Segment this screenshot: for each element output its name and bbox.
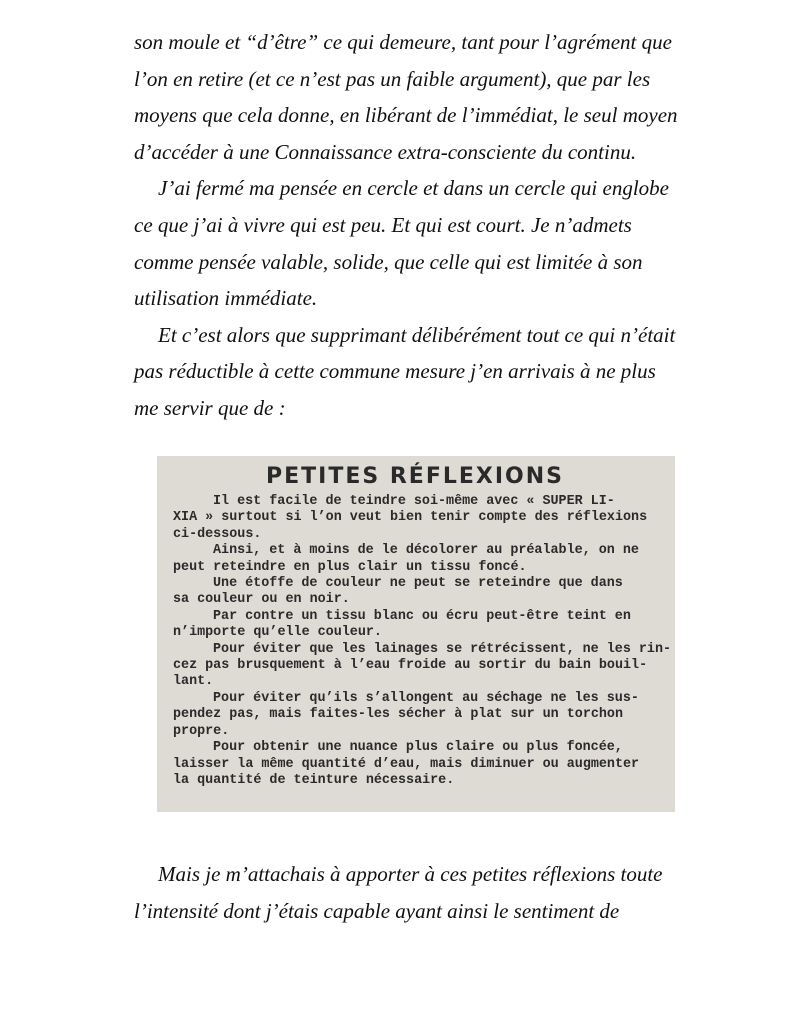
top-text-block xyxy=(134,24,694,427)
clipping-line: Par contre un tissu blanc ou écru peut-être teint en xyxy=(213,608,631,624)
text-line: son moule et “d’être” ce qui demeure, tant pour l’agrément que xyxy=(134,30,672,54)
clipping-line: laisser la même quantité d’eau, mais diminuer ou augmenter xyxy=(173,756,640,772)
clipping-paragraph xyxy=(173,609,657,642)
paragraph-2 xyxy=(134,170,694,316)
clipping-line: la quantité de teinture nécessaire. xyxy=(173,772,455,788)
text-line: l’on en retire (et ce n’est pas un faible argument), que par les xyxy=(134,66,651,91)
clipping-paragraph xyxy=(173,576,657,609)
clipping-line: Pour obtenir une nuance plus claire ou plus foncée, xyxy=(213,740,623,756)
clipping-line: sa couleur ou en noir. xyxy=(173,592,350,608)
text-line: me servir que de : xyxy=(134,395,286,420)
clipping-line: Pour éviter que les lainages se rétrécissent, ne les rin- xyxy=(213,641,672,657)
newspaper-clipping-image xyxy=(157,456,675,812)
text-line: pas réductible à cette commune mesure j’en arrivais à ne plus xyxy=(134,359,656,384)
text-line: moyens que cela donne, en libérant de l’immédiat, le seul moyen xyxy=(134,103,678,128)
clipping-line: pendez pas, mais faites-les sécher à plat sur un torchon xyxy=(173,707,623,723)
text-line: Et c’est alors que supprimant délibérément tout ce qui n’était xyxy=(158,322,676,347)
clipping-line: Une étoffe de couleur ne peut se reteindre que dans xyxy=(213,576,623,592)
text-line: l’intensité dont j’étais capable ayant ainsi le sentiment de xyxy=(134,898,620,923)
clipping-line: Ainsi, et à moins de le décolorer au préalable, on ne xyxy=(213,543,639,559)
clipping-line: peut reteindre en plus clair un tissu foncé. xyxy=(173,559,527,575)
clipping-body xyxy=(173,494,672,789)
clipping-paragraph xyxy=(173,740,657,789)
paragraph-3 xyxy=(134,317,694,427)
clipping-paragraph xyxy=(173,641,672,691)
clipping-line: Il est facile de teindre soi-même avec « SUPER LI- xyxy=(213,494,615,509)
text-line: utilisation immédiate. xyxy=(134,286,318,311)
clipping-line: ci-dessous. xyxy=(173,526,262,542)
clipping-line: cez pas brusquement à l’eau froide au sortir du bain bouil- xyxy=(173,658,648,674)
text-line: d’accéder à une Connaissance extra-consciente du continu. xyxy=(134,139,637,164)
bottom-text-block xyxy=(134,856,694,929)
text-line: Mais je m’attachais à apporter à ces petites réflexions toute xyxy=(158,862,663,886)
clipping-line: propre. xyxy=(173,723,230,739)
clipping-line: n’importe qu’elle couleur. xyxy=(173,625,382,641)
paragraph-4 xyxy=(134,856,694,929)
clipping-paragraph xyxy=(173,543,657,576)
text-line: comme pensée valable, solide, que celle qui est limitée à son xyxy=(134,249,643,274)
clipping-title: PETITES RÉFLEXIONS xyxy=(265,464,565,489)
text-line: J’ai fermé ma pensée en cercle et dans un cercle qui englobe xyxy=(158,176,669,201)
clipping-paragraph xyxy=(173,494,657,543)
clipping-line: XIA » surtout si l’on veut bien tenir compte des réflexions xyxy=(173,510,648,526)
paragraph-1 xyxy=(134,24,694,170)
text-line: ce que j’ai à vivre qui est peu. Et qui est court. Je n’admets xyxy=(134,212,632,237)
clipping-line: Pour éviter qu’ils s’allongent au séchage ne les sus- xyxy=(213,690,639,706)
clipping-line: lant. xyxy=(173,674,214,690)
clipping-paragraph xyxy=(173,691,657,740)
